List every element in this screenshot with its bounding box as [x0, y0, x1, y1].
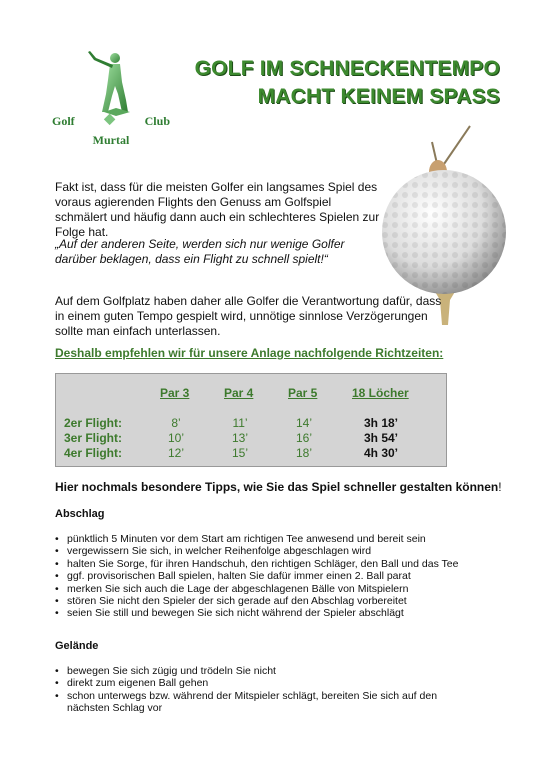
- tips-heading-text: Hier nochmals besondere Tipps, wie Sie das Spiel schneller gestalten können: [55, 480, 499, 494]
- intro-paragraph-3: Auf dem Golfplatz haben daher alle Golfer die Verantwortung dafür, dass in einem guten Tempo gespielt wird, unnötige sinnlose Verzögerungen sollte man einfach unterlassen.: [55, 294, 442, 338]
- list-item: • vergewissern Sie sich, in welcher Reihenfolge abgeschlagen wird: [55, 545, 505, 557]
- golfer-silhouette-icon: [82, 50, 142, 116]
- cell-3er-par5: 16’: [295, 431, 312, 445]
- list-item: • schon unterwegs bzw. während der Mitspieler schlägt, bereiten Sie sich auf den nächsten Schlag vor: [55, 690, 465, 715]
- cell-2er-par5: 14’: [295, 416, 312, 430]
- cell-4er-par5: 18’: [295, 446, 312, 460]
- tips-heading-bang: !: [498, 480, 502, 494]
- header-18-holes: 18 Löcher: [352, 386, 409, 400]
- intro-paragraph-1: Fakt ist, dass für die meisten Golfer ein langsames Spiel des voraus agierenden Flights den Genuss am Golfspiel schmälert und häufig dann auch ein schlechteres Spielen zur Folge hat.: [55, 180, 380, 239]
- list-item: • stören Sie nicht den Spieler der sich gerade auf den Abschlag vorbereitet: [55, 595, 505, 607]
- section-heading-gelaende: Gelände: [55, 640, 99, 652]
- logo-word-club: Club: [144, 114, 170, 128]
- list-item: • ggf. provisorischen Ball spielen, halten Sie dafür immer einen 2. Ball parat: [55, 570, 505, 582]
- club-name: [52, 114, 170, 148]
- logo-diamond-icon: ◆: [104, 112, 116, 127]
- tips-heading: [55, 480, 502, 494]
- cell-3er-par4: 13’: [231, 431, 248, 445]
- title-line-1: GOLF IM SCHNECKENTEMPO: [194, 57, 500, 80]
- list-item: • halten Sie Sorge, für ihren Handschuh, den richtigen Schläger, den Ball und das Tee: [55, 558, 505, 570]
- time-table: [55, 373, 447, 467]
- cell-4er-total: 4h 30’: [363, 446, 399, 460]
- logo-word-golf: Golf: [52, 114, 75, 128]
- cell-4er-par3: 12’: [167, 446, 184, 460]
- recommendation-heading: Deshalb empfehlen wir für unsere Anlage nachfolgende Richtzeiten:: [55, 346, 444, 360]
- intro-quote: „Auf der anderen Seite, werden sich nur wenige Golfer darüber beklagen, dass ein Flight zu schnell spielt!“: [55, 237, 345, 266]
- list-item: • pünktlich 5 Minuten vor dem Start am richtigen Tee anwesend und bereit sein: [55, 533, 505, 545]
- list-item: • seien Sie still und bewegen Sie sich nicht während der Spieler abschlägt: [55, 607, 505, 619]
- header-par4: Par 4: [224, 386, 254, 400]
- abschlag-list: [55, 533, 505, 620]
- page-title: [150, 55, 500, 111]
- cell-2er-total: 3h 18’: [363, 416, 399, 430]
- header-par3: Par 3: [160, 386, 190, 400]
- row-label-2er: 2er Flight:: [64, 416, 123, 430]
- cell-4er-par4: 15’: [231, 446, 248, 460]
- cell-3er-par3: 10’: [167, 431, 184, 445]
- row-label-4er: 4er Flight:: [64, 446, 123, 460]
- row-label-3er: 3er Flight:: [64, 431, 123, 445]
- list-item: • direkt zum eigenen Ball gehen: [55, 677, 465, 689]
- cell-2er-par3: 8’: [171, 416, 181, 430]
- section-heading-abschlag: Abschlag: [55, 508, 105, 520]
- cell-2er-par4: 11’: [232, 416, 248, 430]
- header-par5: Par 5: [288, 386, 318, 400]
- title-line-2: MACHT KEINEM SPASS: [257, 85, 500, 108]
- list-item: • merken Sie sich auch die Lage der abgeschlagenen Bälle von Mitspielern: [55, 583, 505, 595]
- logo-word-murtal: Murtal: [92, 133, 130, 147]
- cell-3er-total: 3h 54’: [363, 431, 399, 445]
- list-item: • bewegen Sie sich zügig und trödeln Sie nicht: [55, 665, 465, 677]
- gelaende-list: [55, 665, 465, 715]
